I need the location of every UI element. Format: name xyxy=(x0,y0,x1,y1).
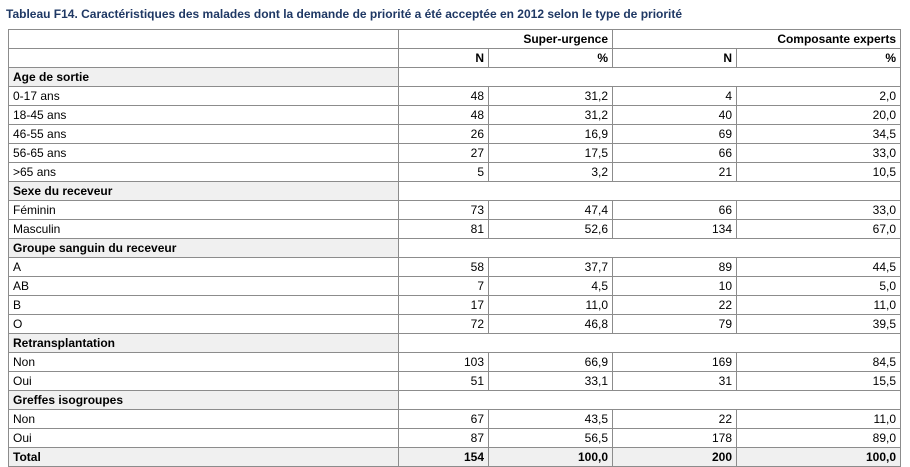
cell-ce-n: 178 xyxy=(613,429,737,448)
cell-su-pct: 17,5 xyxy=(489,144,613,163)
cell-ce-pct: 34,5 xyxy=(737,125,901,144)
section-blank-cell xyxy=(399,391,901,410)
cell-su-n: 72 xyxy=(399,315,489,334)
row-label: 46-55 ans xyxy=(9,125,399,144)
table-row xyxy=(9,201,901,220)
header-composante-experts: Composante experts xyxy=(613,30,901,49)
cell-su-n: 87 xyxy=(399,429,489,448)
cell-su-pct: 11,0 xyxy=(489,296,613,315)
total-label: Total xyxy=(9,448,399,467)
cell-ce-n: 40 xyxy=(613,106,737,125)
row-label: Non xyxy=(9,410,399,429)
cell-su-pct: 66,9 xyxy=(489,353,613,372)
section-blank-cell xyxy=(399,334,901,353)
cell-ce-n: 89 xyxy=(613,258,737,277)
row-label: Masculin xyxy=(9,220,399,239)
row-label: Oui xyxy=(9,429,399,448)
table-row xyxy=(9,372,901,391)
cell-su-pct: 52,6 xyxy=(489,220,613,239)
total-ce-pct: 100,0 xyxy=(737,448,901,467)
header-blank-cell xyxy=(9,30,399,49)
header-ce-n: N xyxy=(613,49,737,68)
row-label: Oui xyxy=(9,372,399,391)
table-row xyxy=(9,125,901,144)
table-row xyxy=(9,353,901,372)
cell-ce-pct: 2,0 xyxy=(737,87,901,106)
cell-ce-pct: 11,0 xyxy=(737,410,901,429)
cell-ce-pct: 10,5 xyxy=(737,163,901,182)
row-label: A xyxy=(9,258,399,277)
row-label: 0-17 ans xyxy=(9,87,399,106)
cell-ce-n: 31 xyxy=(613,372,737,391)
cell-ce-pct: 89,0 xyxy=(737,429,901,448)
cell-ce-n: 69 xyxy=(613,125,737,144)
cell-su-pct: 46,8 xyxy=(489,315,613,334)
cell-su-n: 73 xyxy=(399,201,489,220)
cell-ce-pct: 39,5 xyxy=(737,315,901,334)
cell-ce-n: 134 xyxy=(613,220,737,239)
cell-su-n: 51 xyxy=(399,372,489,391)
cell-ce-n: 79 xyxy=(613,315,737,334)
cell-su-n: 48 xyxy=(399,106,489,125)
row-label: 56-65 ans xyxy=(9,144,399,163)
cell-ce-pct: 15,5 xyxy=(737,372,901,391)
table-row xyxy=(9,144,901,163)
section-header-row xyxy=(9,68,901,87)
cell-ce-pct: 5,0 xyxy=(737,277,901,296)
row-label: Féminin xyxy=(9,201,399,220)
cell-su-n: 27 xyxy=(399,144,489,163)
cell-su-pct: 4,5 xyxy=(489,277,613,296)
table-row xyxy=(9,106,901,125)
total-su-n: 154 xyxy=(399,448,489,467)
section-label: Age de sortie xyxy=(9,68,399,87)
total-row xyxy=(9,448,901,467)
table-row xyxy=(9,410,901,429)
table-row xyxy=(9,296,901,315)
row-label: B xyxy=(9,296,399,315)
cell-su-n: 67 xyxy=(399,410,489,429)
cell-ce-pct: 44,5 xyxy=(737,258,901,277)
section-blank-cell xyxy=(399,182,901,201)
cell-ce-pct: 33,0 xyxy=(737,201,901,220)
cell-ce-n: 21 xyxy=(613,163,737,182)
cell-ce-n: 66 xyxy=(613,144,737,163)
cell-su-n: 58 xyxy=(399,258,489,277)
section-label: Greffes isogroupes xyxy=(9,391,399,410)
cell-su-n: 48 xyxy=(399,87,489,106)
cell-ce-n: 10 xyxy=(613,277,737,296)
cell-su-pct: 16,9 xyxy=(489,125,613,144)
cell-su-pct: 43,5 xyxy=(489,410,613,429)
header-su-pct: % xyxy=(489,49,613,68)
row-label: Non xyxy=(9,353,399,372)
header-blank-cell xyxy=(9,49,399,68)
table-title: Tableau F14. Caractéristiques des malades dont la demande de priorité a été acceptée en 2012 selon le type de priorité xyxy=(6,7,683,21)
section-label: Sexe du receveur xyxy=(9,182,399,201)
table-row xyxy=(9,429,901,448)
cell-su-n: 17 xyxy=(399,296,489,315)
cell-su-n: 103 xyxy=(399,353,489,372)
cell-su-pct: 56,5 xyxy=(489,429,613,448)
cell-su-pct: 37,7 xyxy=(489,258,613,277)
table-row xyxy=(9,315,901,334)
cell-su-n: 26 xyxy=(399,125,489,144)
row-label: >65 ans xyxy=(9,163,399,182)
cell-su-pct: 3,2 xyxy=(489,163,613,182)
cell-su-pct: 31,2 xyxy=(489,87,613,106)
data-table xyxy=(8,29,901,467)
section-label: Groupe sanguin du receveur xyxy=(9,239,399,258)
cell-ce-pct: 84,5 xyxy=(737,353,901,372)
cell-ce-n: 22 xyxy=(613,410,737,429)
header-ce-pct: % xyxy=(737,49,901,68)
row-label: O xyxy=(9,315,399,334)
section-header-row xyxy=(9,334,901,353)
table-row xyxy=(9,87,901,106)
cell-su-pct: 31,2 xyxy=(489,106,613,125)
section-blank-cell xyxy=(399,68,901,87)
table-row xyxy=(9,277,901,296)
header-su-n: N xyxy=(399,49,489,68)
section-blank-cell xyxy=(399,239,901,258)
cell-ce-pct: 20,0 xyxy=(737,106,901,125)
cell-ce-pct: 33,0 xyxy=(737,144,901,163)
section-header-row xyxy=(9,391,901,410)
cell-su-pct: 47,4 xyxy=(489,201,613,220)
table-row xyxy=(9,258,901,277)
total-su-pct: 100,0 xyxy=(489,448,613,467)
cell-ce-pct: 11,0 xyxy=(737,296,901,315)
table-row xyxy=(9,163,901,182)
cell-su-n: 81 xyxy=(399,220,489,239)
table-row xyxy=(9,220,901,239)
cell-su-n: 7 xyxy=(399,277,489,296)
header-super-urgence: Super-urgence xyxy=(399,30,613,49)
cell-ce-n: 22 xyxy=(613,296,737,315)
cell-ce-n: 4 xyxy=(613,87,737,106)
header-row-subcolumns xyxy=(9,49,901,68)
cell-ce-n: 66 xyxy=(613,201,737,220)
cell-ce-pct: 67,0 xyxy=(737,220,901,239)
section-header-row xyxy=(9,239,901,258)
cell-su-pct: 33,1 xyxy=(489,372,613,391)
total-ce-n: 200 xyxy=(613,448,737,467)
section-label: Retransplantation xyxy=(9,334,399,353)
row-label: AB xyxy=(9,277,399,296)
section-header-row xyxy=(9,182,901,201)
cell-su-n: 5 xyxy=(399,163,489,182)
row-label: 18-45 ans xyxy=(9,106,399,125)
header-row-groups xyxy=(9,30,901,49)
cell-ce-n: 169 xyxy=(613,353,737,372)
table-body xyxy=(9,30,901,467)
